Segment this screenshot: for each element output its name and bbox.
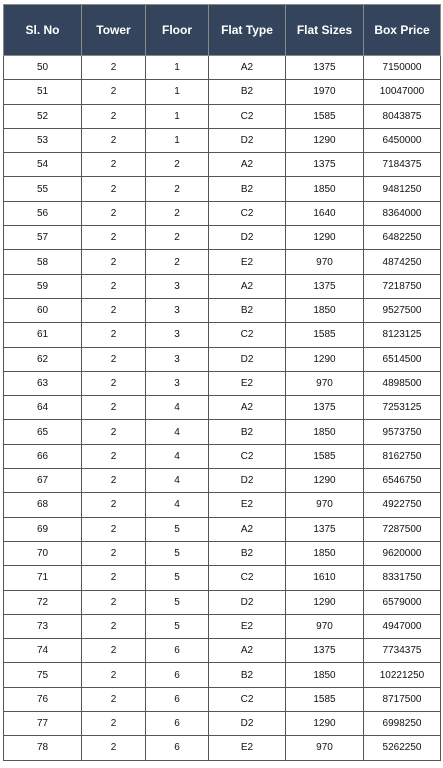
cell-sl-no: 63 (4, 371, 82, 395)
cell-flat-type: D2 (209, 712, 286, 736)
cell-flat-sizes: 1970 (286, 80, 364, 104)
cell-flat-sizes: 1375 (286, 153, 364, 177)
header-flat-type: Flat Type (209, 5, 286, 56)
header-flat-sizes: Flat Sizes (286, 5, 364, 56)
cell-box-price: 5262250 (364, 736, 441, 760)
cell-tower: 2 (82, 663, 146, 687)
price-table (3, 4, 441, 761)
cell-floor: 4 (146, 469, 209, 493)
cell-sl-no: 60 (4, 298, 82, 322)
cell-flat-type: E2 (209, 371, 286, 395)
cell-tower: 2 (82, 420, 146, 444)
cell-floor: 2 (146, 153, 209, 177)
cell-floor: 1 (146, 128, 209, 152)
cell-sl-no: 61 (4, 323, 82, 347)
table-row (4, 736, 441, 760)
table-row (4, 396, 441, 420)
cell-flat-sizes: 970 (286, 736, 364, 760)
cell-flat-sizes: 1375 (286, 274, 364, 298)
cell-box-price: 6514500 (364, 347, 441, 371)
table-row (4, 517, 441, 541)
table-row (4, 541, 441, 565)
cell-sl-no: 55 (4, 177, 82, 201)
cell-flat-type: B2 (209, 420, 286, 444)
cell-box-price: 10221250 (364, 663, 441, 687)
cell-box-price: 7253125 (364, 396, 441, 420)
cell-box-price: 9527500 (364, 298, 441, 322)
cell-box-price: 9620000 (364, 541, 441, 565)
cell-sl-no: 62 (4, 347, 82, 371)
cell-flat-sizes: 1850 (286, 541, 364, 565)
cell-box-price: 10047000 (364, 80, 441, 104)
cell-floor: 3 (146, 347, 209, 371)
cell-tower: 2 (82, 517, 146, 541)
cell-flat-type: D2 (209, 469, 286, 493)
cell-flat-sizes: 1290 (286, 590, 364, 614)
header-box-price: Box Price (364, 5, 441, 56)
cell-tower: 2 (82, 493, 146, 517)
cell-tower: 2 (82, 56, 146, 80)
cell-sl-no: 70 (4, 541, 82, 565)
cell-flat-sizes: 1585 (286, 687, 364, 711)
table-row (4, 590, 441, 614)
cell-tower: 2 (82, 104, 146, 128)
cell-flat-sizes: 1585 (286, 104, 364, 128)
cell-flat-sizes: 1290 (286, 226, 364, 250)
cell-flat-type: A2 (209, 56, 286, 80)
table-row (4, 566, 441, 590)
cell-flat-type: D2 (209, 226, 286, 250)
cell-flat-type: B2 (209, 541, 286, 565)
table-row (4, 371, 441, 395)
cell-floor: 1 (146, 80, 209, 104)
cell-sl-no: 71 (4, 566, 82, 590)
cell-flat-sizes: 1610 (286, 566, 364, 590)
cell-flat-type: B2 (209, 663, 286, 687)
cell-floor: 3 (146, 323, 209, 347)
cell-tower: 2 (82, 639, 146, 663)
cell-sl-no: 66 (4, 444, 82, 468)
cell-tower: 2 (82, 80, 146, 104)
table-row (4, 712, 441, 736)
cell-sl-no: 53 (4, 128, 82, 152)
cell-floor: 3 (146, 371, 209, 395)
cell-flat-type: E2 (209, 493, 286, 517)
cell-sl-no: 52 (4, 104, 82, 128)
cell-flat-type: C2 (209, 444, 286, 468)
cell-flat-type: C2 (209, 323, 286, 347)
cell-flat-type: C2 (209, 104, 286, 128)
cell-box-price: 8043875 (364, 104, 441, 128)
cell-flat-sizes: 1290 (286, 469, 364, 493)
cell-floor: 1 (146, 104, 209, 128)
table-row (4, 56, 441, 80)
cell-tower: 2 (82, 250, 146, 274)
cell-box-price: 8123125 (364, 323, 441, 347)
cell-box-price: 7218750 (364, 274, 441, 298)
cell-sl-no: 78 (4, 736, 82, 760)
cell-floor: 6 (146, 712, 209, 736)
cell-tower: 2 (82, 298, 146, 322)
cell-sl-no: 68 (4, 493, 82, 517)
table-row (4, 493, 441, 517)
cell-flat-sizes: 1850 (286, 420, 364, 444)
table-row (4, 177, 441, 201)
cell-floor: 1 (146, 56, 209, 80)
cell-tower: 2 (82, 712, 146, 736)
cell-sl-no: 75 (4, 663, 82, 687)
cell-flat-type: B2 (209, 177, 286, 201)
cell-floor: 3 (146, 298, 209, 322)
cell-tower: 2 (82, 736, 146, 760)
table-row (4, 323, 441, 347)
cell-sl-no: 77 (4, 712, 82, 736)
cell-flat-sizes: 1375 (286, 56, 364, 80)
cell-sl-no: 54 (4, 153, 82, 177)
table-row (4, 274, 441, 298)
cell-floor: 2 (146, 250, 209, 274)
cell-box-price: 6450000 (364, 128, 441, 152)
table-row (4, 128, 441, 152)
cell-sl-no: 65 (4, 420, 82, 444)
cell-floor: 3 (146, 274, 209, 298)
cell-sl-no: 69 (4, 517, 82, 541)
cell-floor: 2 (146, 201, 209, 225)
cell-flat-type: D2 (209, 590, 286, 614)
price-table-container (3, 4, 440, 761)
cell-box-price: 9481250 (364, 177, 441, 201)
cell-sl-no: 72 (4, 590, 82, 614)
cell-floor: 5 (146, 566, 209, 590)
cell-tower: 2 (82, 566, 146, 590)
cell-sl-no: 56 (4, 201, 82, 225)
cell-box-price: 7287500 (364, 517, 441, 541)
cell-sl-no: 64 (4, 396, 82, 420)
cell-flat-sizes: 1585 (286, 323, 364, 347)
cell-sl-no: 57 (4, 226, 82, 250)
cell-tower: 2 (82, 201, 146, 225)
cell-floor: 6 (146, 687, 209, 711)
header-tower: Tower (82, 5, 146, 56)
cell-tower: 2 (82, 371, 146, 395)
table-row (4, 663, 441, 687)
cell-sl-no: 76 (4, 687, 82, 711)
cell-floor: 5 (146, 541, 209, 565)
table-row (4, 104, 441, 128)
cell-flat-sizes: 1850 (286, 177, 364, 201)
cell-tower: 2 (82, 396, 146, 420)
cell-box-price: 6546750 (364, 469, 441, 493)
cell-floor: 6 (146, 639, 209, 663)
cell-tower: 2 (82, 177, 146, 201)
cell-flat-type: C2 (209, 566, 286, 590)
cell-box-price: 8717500 (364, 687, 441, 711)
cell-box-price: 7184375 (364, 153, 441, 177)
cell-tower: 2 (82, 128, 146, 152)
table-row (4, 201, 441, 225)
cell-tower: 2 (82, 347, 146, 371)
cell-box-price: 4898500 (364, 371, 441, 395)
cell-tower: 2 (82, 614, 146, 638)
cell-box-price: 8364000 (364, 201, 441, 225)
header-row (4, 5, 441, 56)
cell-floor: 6 (146, 736, 209, 760)
cell-box-price: 7734375 (364, 639, 441, 663)
header-floor: Floor (146, 5, 209, 56)
cell-flat-type: C2 (209, 201, 286, 225)
cell-tower: 2 (82, 323, 146, 347)
cell-floor: 5 (146, 517, 209, 541)
cell-floor: 2 (146, 226, 209, 250)
table-row (4, 347, 441, 371)
cell-floor: 5 (146, 614, 209, 638)
cell-floor: 4 (146, 444, 209, 468)
cell-flat-sizes: 1375 (286, 517, 364, 541)
cell-sl-no: 67 (4, 469, 82, 493)
cell-box-price: 7150000 (364, 56, 441, 80)
cell-flat-sizes: 970 (286, 614, 364, 638)
cell-flat-type: A2 (209, 639, 286, 663)
cell-floor: 4 (146, 396, 209, 420)
cell-flat-type: E2 (209, 250, 286, 274)
cell-floor: 4 (146, 420, 209, 444)
table-row (4, 469, 441, 493)
cell-flat-type: B2 (209, 298, 286, 322)
cell-box-price: 4947000 (364, 614, 441, 638)
cell-flat-sizes: 970 (286, 371, 364, 395)
cell-flat-type: D2 (209, 128, 286, 152)
cell-flat-type: A2 (209, 153, 286, 177)
cell-flat-type: D2 (209, 347, 286, 371)
table-row (4, 153, 441, 177)
cell-tower: 2 (82, 226, 146, 250)
table-row (4, 298, 441, 322)
cell-box-price: 8331750 (364, 566, 441, 590)
cell-floor: 4 (146, 493, 209, 517)
cell-tower: 2 (82, 469, 146, 493)
cell-box-price: 6482250 (364, 226, 441, 250)
cell-sl-no: 73 (4, 614, 82, 638)
table-row (4, 250, 441, 274)
cell-sl-no: 58 (4, 250, 82, 274)
cell-box-price: 6998250 (364, 712, 441, 736)
table-row (4, 687, 441, 711)
cell-tower: 2 (82, 153, 146, 177)
cell-flat-sizes: 970 (286, 493, 364, 517)
cell-box-price: 9573750 (364, 420, 441, 444)
cell-flat-type: C2 (209, 687, 286, 711)
cell-tower: 2 (82, 444, 146, 468)
cell-flat-sizes: 1290 (286, 347, 364, 371)
cell-flat-sizes: 1640 (286, 201, 364, 225)
cell-flat-sizes: 1850 (286, 298, 364, 322)
cell-flat-sizes: 1290 (286, 712, 364, 736)
table-row (4, 80, 441, 104)
cell-flat-sizes: 970 (286, 250, 364, 274)
cell-box-price: 6579000 (364, 590, 441, 614)
cell-box-price: 4874250 (364, 250, 441, 274)
cell-tower: 2 (82, 541, 146, 565)
table-row (4, 614, 441, 638)
cell-flat-type: E2 (209, 736, 286, 760)
table-header (4, 5, 441, 56)
table-row (4, 444, 441, 468)
cell-flat-type: B2 (209, 80, 286, 104)
cell-floor: 6 (146, 663, 209, 687)
cell-floor: 5 (146, 590, 209, 614)
cell-tower: 2 (82, 687, 146, 711)
cell-flat-type: A2 (209, 517, 286, 541)
cell-tower: 2 (82, 590, 146, 614)
cell-box-price: 8162750 (364, 444, 441, 468)
cell-flat-sizes: 1375 (286, 396, 364, 420)
table-row (4, 420, 441, 444)
cell-sl-no: 51 (4, 80, 82, 104)
cell-flat-type: E2 (209, 614, 286, 638)
cell-sl-no: 59 (4, 274, 82, 298)
cell-floor: 2 (146, 177, 209, 201)
cell-flat-type: A2 (209, 396, 286, 420)
cell-flat-sizes: 1585 (286, 444, 364, 468)
table-body (4, 56, 441, 761)
table-row (4, 639, 441, 663)
cell-flat-sizes: 1850 (286, 663, 364, 687)
cell-sl-no: 50 (4, 56, 82, 80)
table-row (4, 226, 441, 250)
cell-box-price: 4922750 (364, 493, 441, 517)
header-sl-no: Sl. No (4, 5, 82, 56)
cell-flat-type: A2 (209, 274, 286, 298)
cell-sl-no: 74 (4, 639, 82, 663)
cell-flat-sizes: 1375 (286, 639, 364, 663)
cell-tower: 2 (82, 274, 146, 298)
cell-flat-sizes: 1290 (286, 128, 364, 152)
